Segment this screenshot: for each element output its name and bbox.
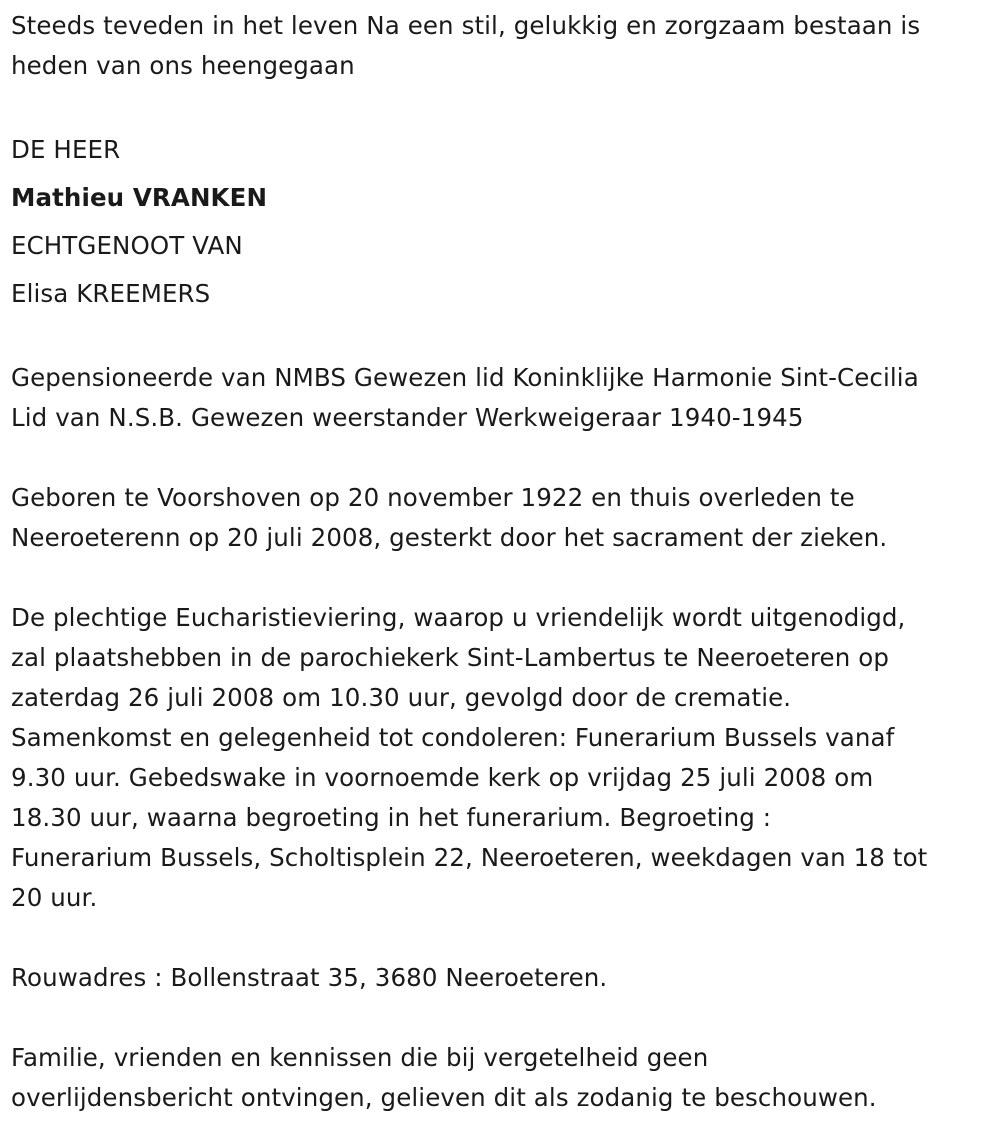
ceremony-line: Samenkomst en gelegenheid tot condoleren: Funerarium Bussels vanaf [11, 723, 895, 752]
deceased-name: Mathieu VRANKEN [11, 183, 268, 212]
title-prefix: DE HEER [11, 135, 121, 164]
affiliation-line: Lid van N.S.B. Gewezen weerstander Werkweigeraar 1940-1945 [11, 403, 804, 432]
intro-line: Steeds teveden in het leven Na een stil, gelukkig en zorgzaam bestaan is [11, 11, 921, 40]
ceremony-line: Funerarium Bussels, Scholtisplein 22, Neeroeteren, weekdagen van 18 tot [11, 843, 928, 872]
ceremony-line: 18.30 uur, waarna begroeting in het funerarium. Begroeting : [11, 803, 772, 832]
intro-line: heden van ons heengegaan [11, 51, 355, 80]
address-paragraph [11, 958, 991, 998]
affiliations-paragraph [11, 358, 991, 438]
name-block [11, 126, 991, 318]
affiliation-line: Gepensioneerde van NMBS Gewezen lid Koninklijke Harmonie Sint-Cecilia [11, 363, 919, 392]
relation-label: ECHTGENOOT VAN [11, 231, 243, 260]
ceremony-line: De plechtige Eucharistieviering, waarop u vriendelijk wordt uitgenodigd, [11, 603, 906, 632]
spouse-name: Elisa KREEMERS [11, 279, 211, 308]
obituary-document [11, 6, 991, 1118]
ceremony-line: zaterdag 26 juli 2008 om 10.30 uur, gevolgd door de crematie. [11, 683, 792, 712]
intro-paragraph [11, 6, 991, 86]
ceremony-line: zal plaatshebben in de parochiekerk Sint-Lambertus te Neeroeteren op [11, 643, 889, 672]
closing-paragraph [11, 1038, 991, 1118]
closing-line: Familie, vrienden en kennissen die bij vergetelheid geen [11, 1043, 709, 1072]
birth-death-line: Neeroeterenn op 20 juli 2008, gesterkt door het sacrament der zieken. [11, 523, 888, 552]
ceremony-line: 20 uur. [11, 883, 98, 912]
birth-death-paragraph [11, 478, 991, 558]
ceremony-paragraph [11, 598, 991, 918]
ceremony-line: 9.30 uur. Gebedswake in voornoemde kerk op vrijdag 25 juli 2008 om [11, 763, 874, 792]
mourning-address: Rouwadres : Bollenstraat 35, 3680 Neeroeteren. [11, 963, 608, 992]
birth-death-line: Geboren te Voorshoven op 20 november 1922 en thuis overleden te [11, 483, 855, 512]
closing-line: overlijdensbericht ontvingen, gelieven dit als zodanig te beschouwen. [11, 1083, 877, 1112]
